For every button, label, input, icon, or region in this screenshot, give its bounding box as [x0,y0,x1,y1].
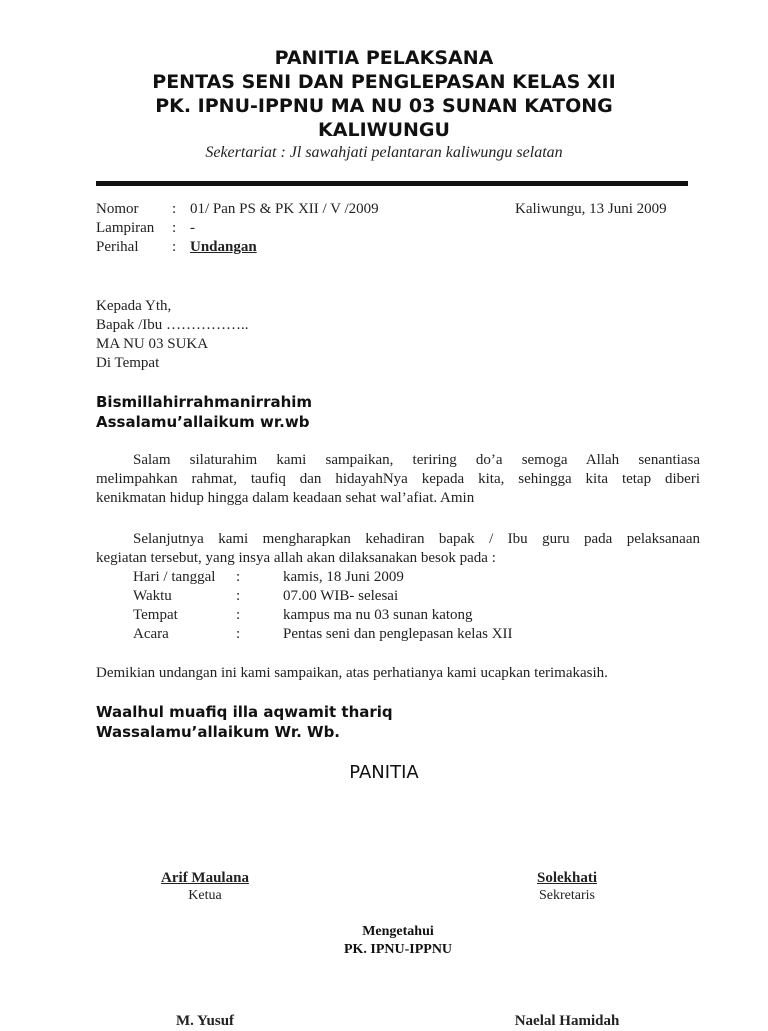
right-signatory-name: Naelal Hamidah [514,1013,620,1029]
committee-heading: PANITIA [349,762,419,783]
schedule-label-place: Tempat [133,607,178,623]
schedule-label-event: Acara [133,626,169,642]
paragraph-1-line-1: Salam silaturahim kami sampaikan, teriring do’a semoga Allah senantiasa [133,452,700,468]
nomor-value: 01/ Pan PS & PK XII / V /2009 [190,201,379,217]
sekretaris-role: Sekretaris [539,888,595,903]
letter-date: Kaliwungu, 13 Juni 2009 [515,201,667,217]
perihal-label: Perihal [96,239,139,255]
schedule-value-date: kamis, 18 Juni 2009 [283,569,404,585]
schedule-sep-time: : [236,588,241,604]
paragraph-2-line-1: Selanjutnya kami mengharapkan kehadiran bapak / Ibu guru pada pelaksanaan [133,531,700,547]
bismillah: Bismillahirrahmanirrahim [96,393,313,411]
nomor-separator: : [172,201,177,217]
nomor-label: Nomor [96,201,139,217]
recipient-line-4: Di Tempat [96,355,160,371]
secretariat-address: Sekertariat : Jl sawahjati pelantaran kaliwungu selatan [205,144,563,161]
ketua-role: Ketua [188,888,222,903]
closing-line-1: Waalhul muafiq illa aqwamit thariq [96,703,393,721]
recipient-line-1: Kepada Yth, [96,298,172,314]
ketua-name: Arif Maulana [161,870,249,886]
paragraph-1-line-2: melimpahkan rahmat, taufiq dan hidayahNya kepada kita, sehingga kita tetap diberi [96,471,700,487]
left-signatory-name: M. Yusuf [175,1013,235,1029]
schedule-value-place: kampus ma nu 03 sunan katong [283,607,473,623]
schedule-label-date: Hari / tanggal [133,569,216,585]
lampiran-label: Lampiran [96,220,155,236]
header-line-2: PENTAS SENI DAN PENGLEPASAN KELAS XII [152,71,616,93]
closing-text: Demikian undangan ini kami sampaikan, atas perhatianya kami ucapkan terimakasih. [96,665,608,681]
salam-closing: Wassalamu’allaikum Wr. Wb. [96,723,340,741]
perihal-value: Undangan [190,239,257,255]
schedule-sep-date: : [236,569,241,585]
salam-opening: Assalamu’allaikum wr.wb [96,413,310,431]
header-line-1: PANITIA PELAKSANA [274,47,494,69]
perihal-separator: : [172,239,177,255]
header-divider [96,181,688,186]
schedule-label-time: Waktu [133,588,172,604]
sekretaris-name: Solekhati [536,870,597,886]
schedule-value-event: Pentas seni dan penglepasan kelas XII [283,626,513,642]
paragraph-2-line-2: kegiatan tersebut, yang insya allah akan dilaksanakan besok pada : [96,550,496,566]
lampiran-separator: : [172,220,177,236]
paragraph-1-line-3: kenikmatan hidup hingga dalam keadaan sehat wal’afiat. Amin [96,490,475,506]
schedule-value-time: 07.00 WIB- selesai [283,588,399,604]
header-line-4: KALIWUNGU [318,119,450,141]
schedule-sep-place: : [236,607,241,623]
header-line-3: PK. IPNU-IPPNU MA NU 03 SUNAN KATONG [155,95,613,117]
organization-name: PK. IPNU-IPPNU [343,942,453,957]
lampiran-value: - [190,220,195,236]
recipient-line-2: Bapak /Ibu …………….. [96,317,249,333]
recipient-line-3: MA NU 03 SUKA [96,336,209,352]
mengetahui-label: Mengetahui [362,924,434,939]
schedule-sep-event: : [236,626,241,642]
